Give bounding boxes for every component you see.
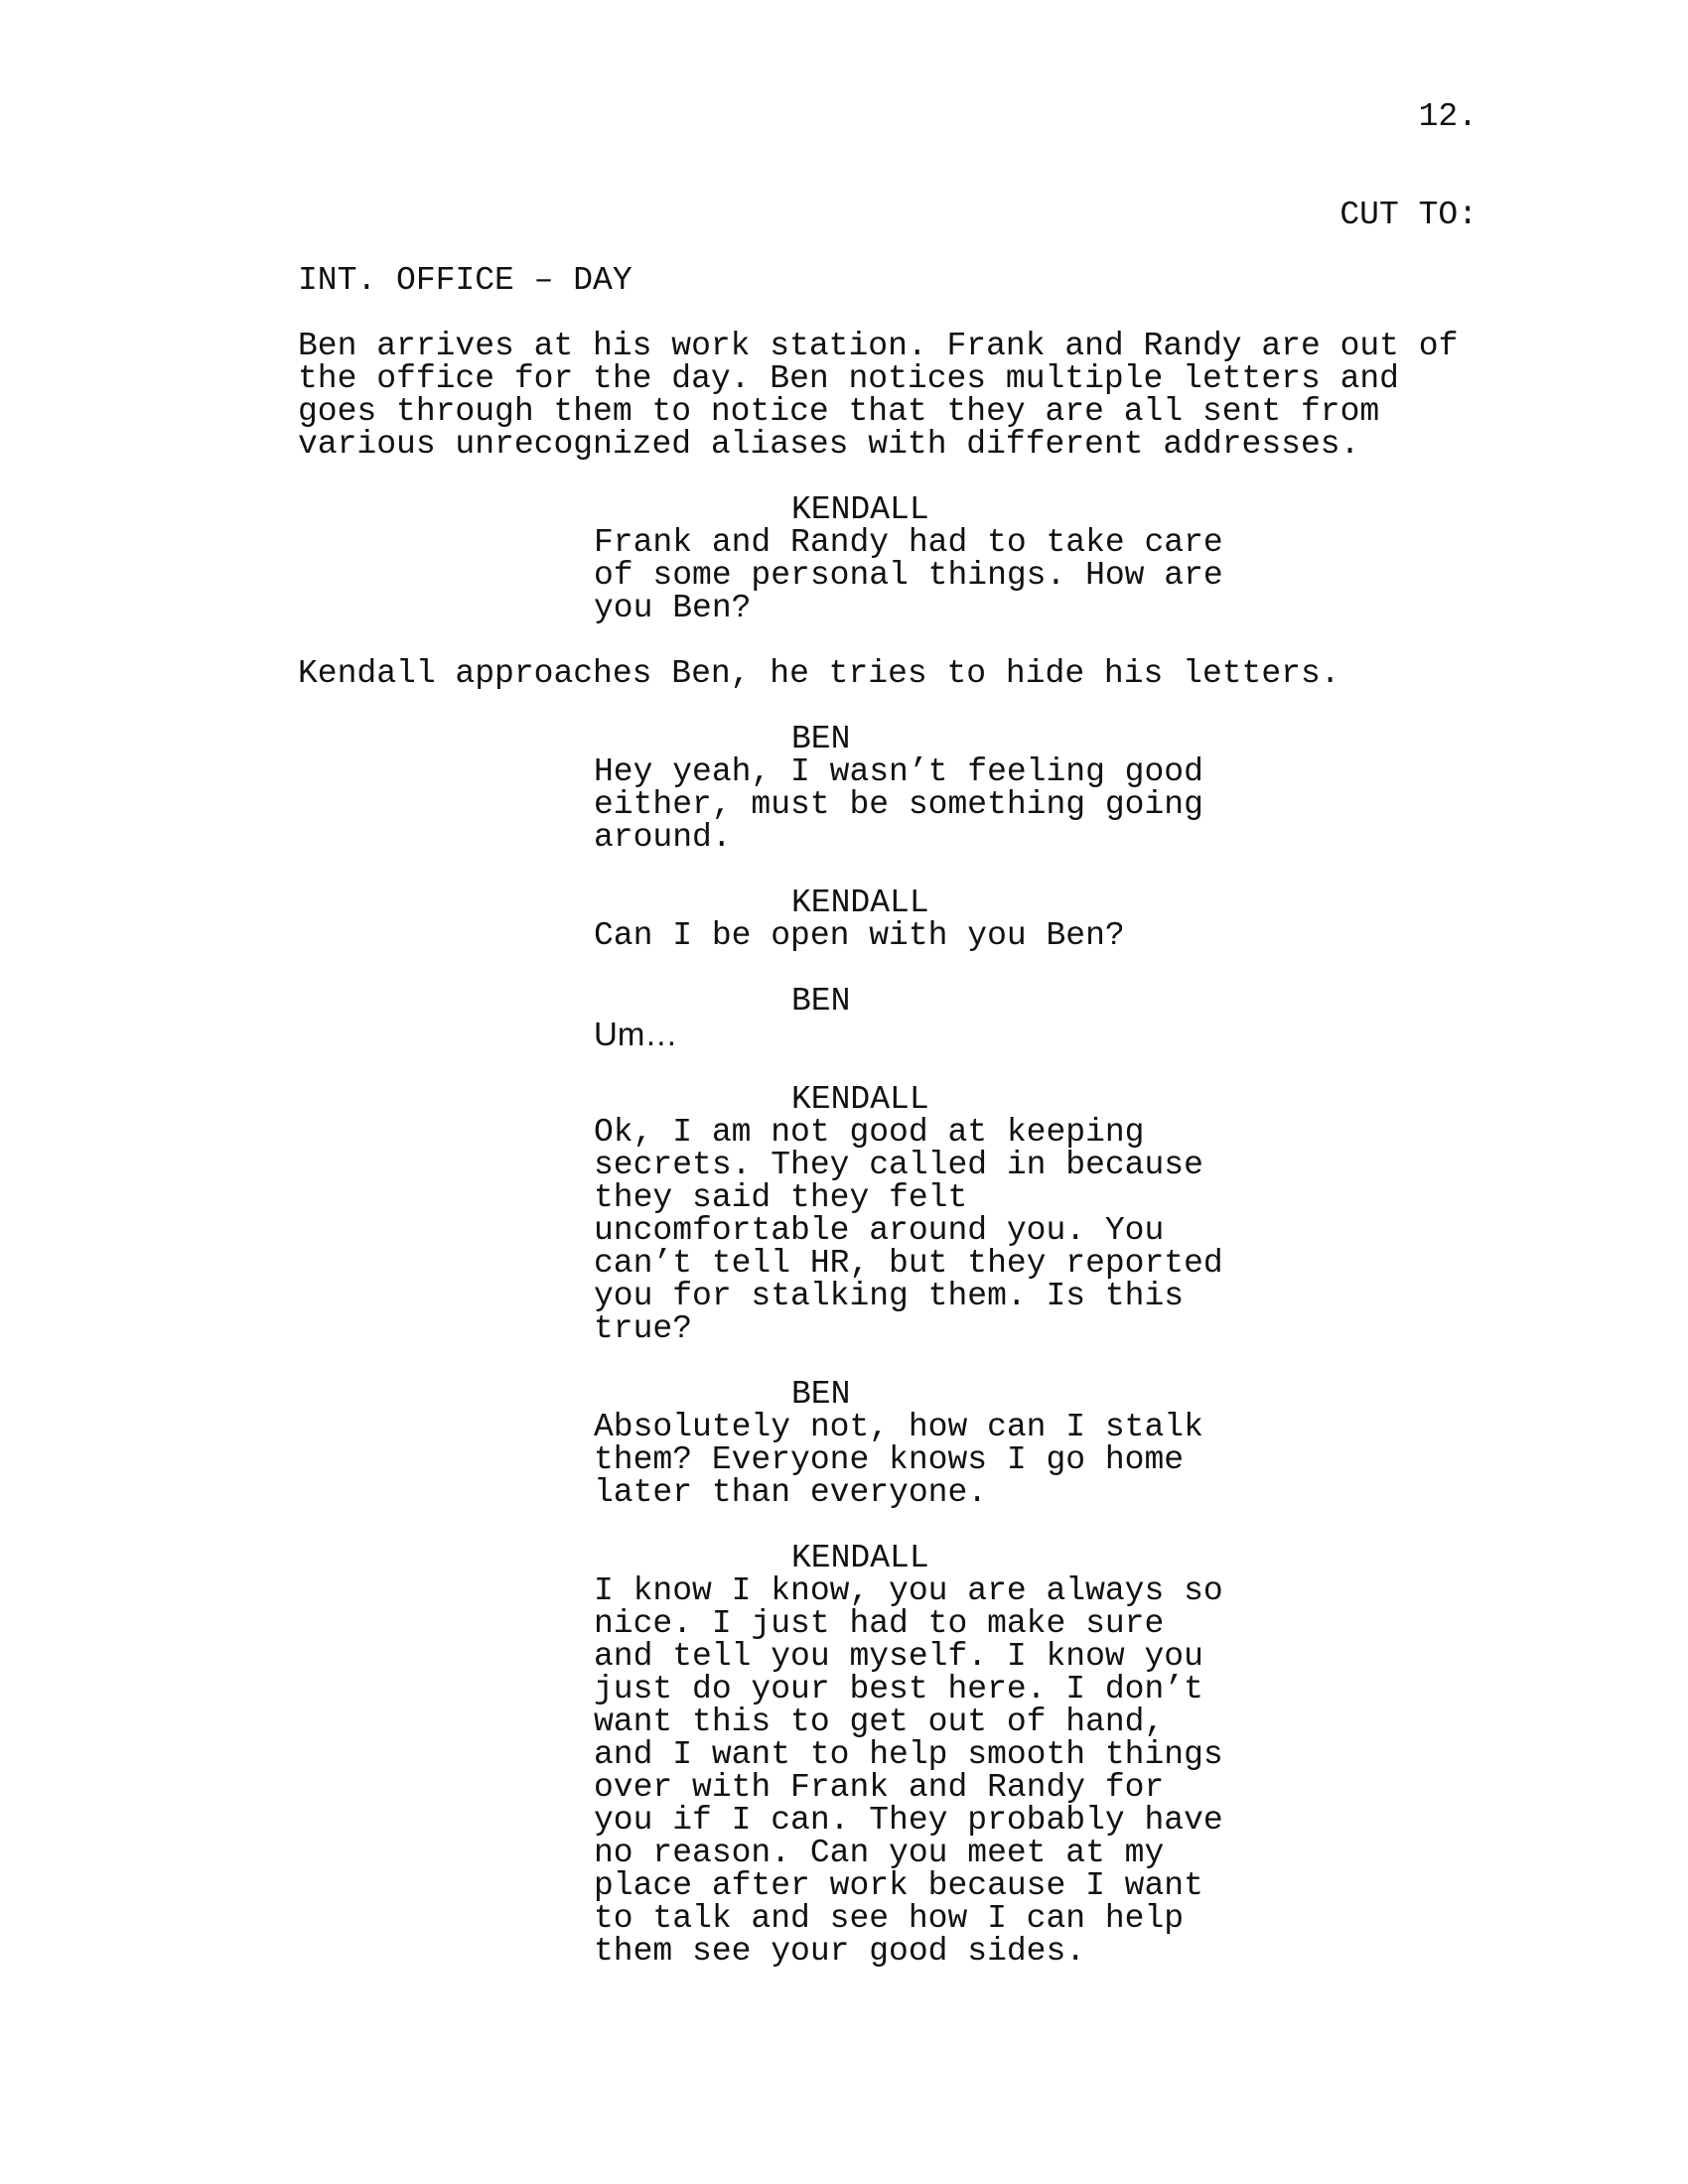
- dialogue-block: [0, 985, 1688, 1050]
- dialogue-line: them see your good sides.: [594, 1933, 1086, 1970]
- character-cue: BEN: [791, 983, 851, 1020]
- character-cue: KENDALL: [791, 885, 929, 921]
- script-body: [0, 264, 1688, 2000]
- script-elements: [0, 330, 1688, 1968]
- dialogue-block: [0, 887, 1688, 952]
- page-number: 12.: [1418, 98, 1477, 135]
- dialogue-line: you Ben?: [594, 590, 752, 626]
- dialogue-line: can’t tell HR, but they reported: [594, 1245, 1223, 1282]
- dialogue-line: and tell you myself. I know you: [594, 1638, 1203, 1675]
- dialogue-line: Frank and Randy had to take care: [594, 524, 1223, 561]
- dialogue-line: I know I know, you are always so: [594, 1572, 1223, 1609]
- dialogue-line: later than everyone.: [594, 1474, 988, 1511]
- action-paragraph: [298, 330, 1489, 461]
- dialogue-line: over with Frank and Randy for: [594, 1769, 1165, 1806]
- dialogue-line: of some personal things. How are: [594, 557, 1223, 594]
- character-cue: BEN: [791, 1376, 851, 1413]
- character-cue: KENDALL: [791, 491, 929, 528]
- dialogue-line: true?: [594, 1310, 693, 1347]
- dialogue-line: Ok, I am not good at keeping: [594, 1114, 1145, 1151]
- dialogue-line: secrets. They called in because: [594, 1147, 1203, 1183]
- dialogue-line: no reason. Can you meet at my: [594, 1835, 1165, 1871]
- dialogue-line: you if I can. They probably have: [594, 1802, 1223, 1839]
- dialogue-text: [594, 755, 1289, 854]
- transition-cut-to: CUT TO:: [1339, 197, 1477, 233]
- dialogue-line: around.: [594, 819, 732, 856]
- dialogue-line: them? Everyone knows I go home: [594, 1441, 1185, 1478]
- action-line: Ben arrives at his work station. Frank and Randy are out of: [298, 328, 1459, 364]
- dialogue-block: [0, 1378, 1688, 1509]
- dialogue-line: nice. I just had to make sure: [594, 1605, 1165, 1642]
- dialogue-line: either, must be something going: [594, 786, 1203, 823]
- dialogue-line: you for stalking them. Is this: [594, 1278, 1185, 1314]
- dialogue-block: [0, 1083, 1688, 1345]
- dialogue-line: Can I be open with you Ben?: [594, 917, 1125, 954]
- dialogue-block: [0, 1542, 1688, 1968]
- dialogue-line: to talk and see how I can help: [594, 1900, 1185, 1937]
- dialogue-text: [594, 1411, 1289, 1509]
- action-line: goes through them to notice that they are all sent from: [298, 393, 1380, 430]
- scene-heading: INT. OFFICE – DAY: [298, 262, 633, 299]
- dialogue-line: they said they felt: [594, 1179, 968, 1216]
- action-line: Kendall approaches Ben, he tries to hide his letters.: [298, 655, 1340, 692]
- dialogue-text: [594, 526, 1289, 624]
- character-cue: KENDALL: [791, 1081, 929, 1118]
- dialogue-line: Absolutely not, how can I stalk: [594, 1409, 1203, 1445]
- action-line: the office for the day. Ben notices multiple letters and: [298, 360, 1399, 397]
- dialogue-line: Hey yeah, I wasn’t feeling good: [594, 753, 1203, 790]
- dialogue-text: [594, 919, 1289, 952]
- dialogue-line: place after work because I want: [594, 1867, 1203, 1904]
- dialogue-line: want this to get out of hand,: [594, 1704, 1165, 1740]
- dialogue-text: [594, 1116, 1289, 1345]
- dialogue-line: and I want to help smooth things: [594, 1736, 1223, 1773]
- character-cue: BEN: [791, 721, 851, 757]
- action-line: various unrecognized aliases with different addresses.: [298, 426, 1360, 463]
- dialogue-text: [594, 1018, 1289, 1050]
- dialogue-block: [0, 493, 1688, 624]
- dialogue-text: [594, 1574, 1289, 1968]
- dialogue-line: uncomfortable around you. You: [594, 1212, 1165, 1249]
- dialogue-block: [0, 723, 1688, 854]
- action-paragraph: [298, 657, 1489, 690]
- dialogue-line: Um…: [594, 1016, 678, 1052]
- dialogue-line: just do your best here. I don’t: [594, 1671, 1203, 1707]
- character-cue: KENDALL: [791, 1540, 929, 1576]
